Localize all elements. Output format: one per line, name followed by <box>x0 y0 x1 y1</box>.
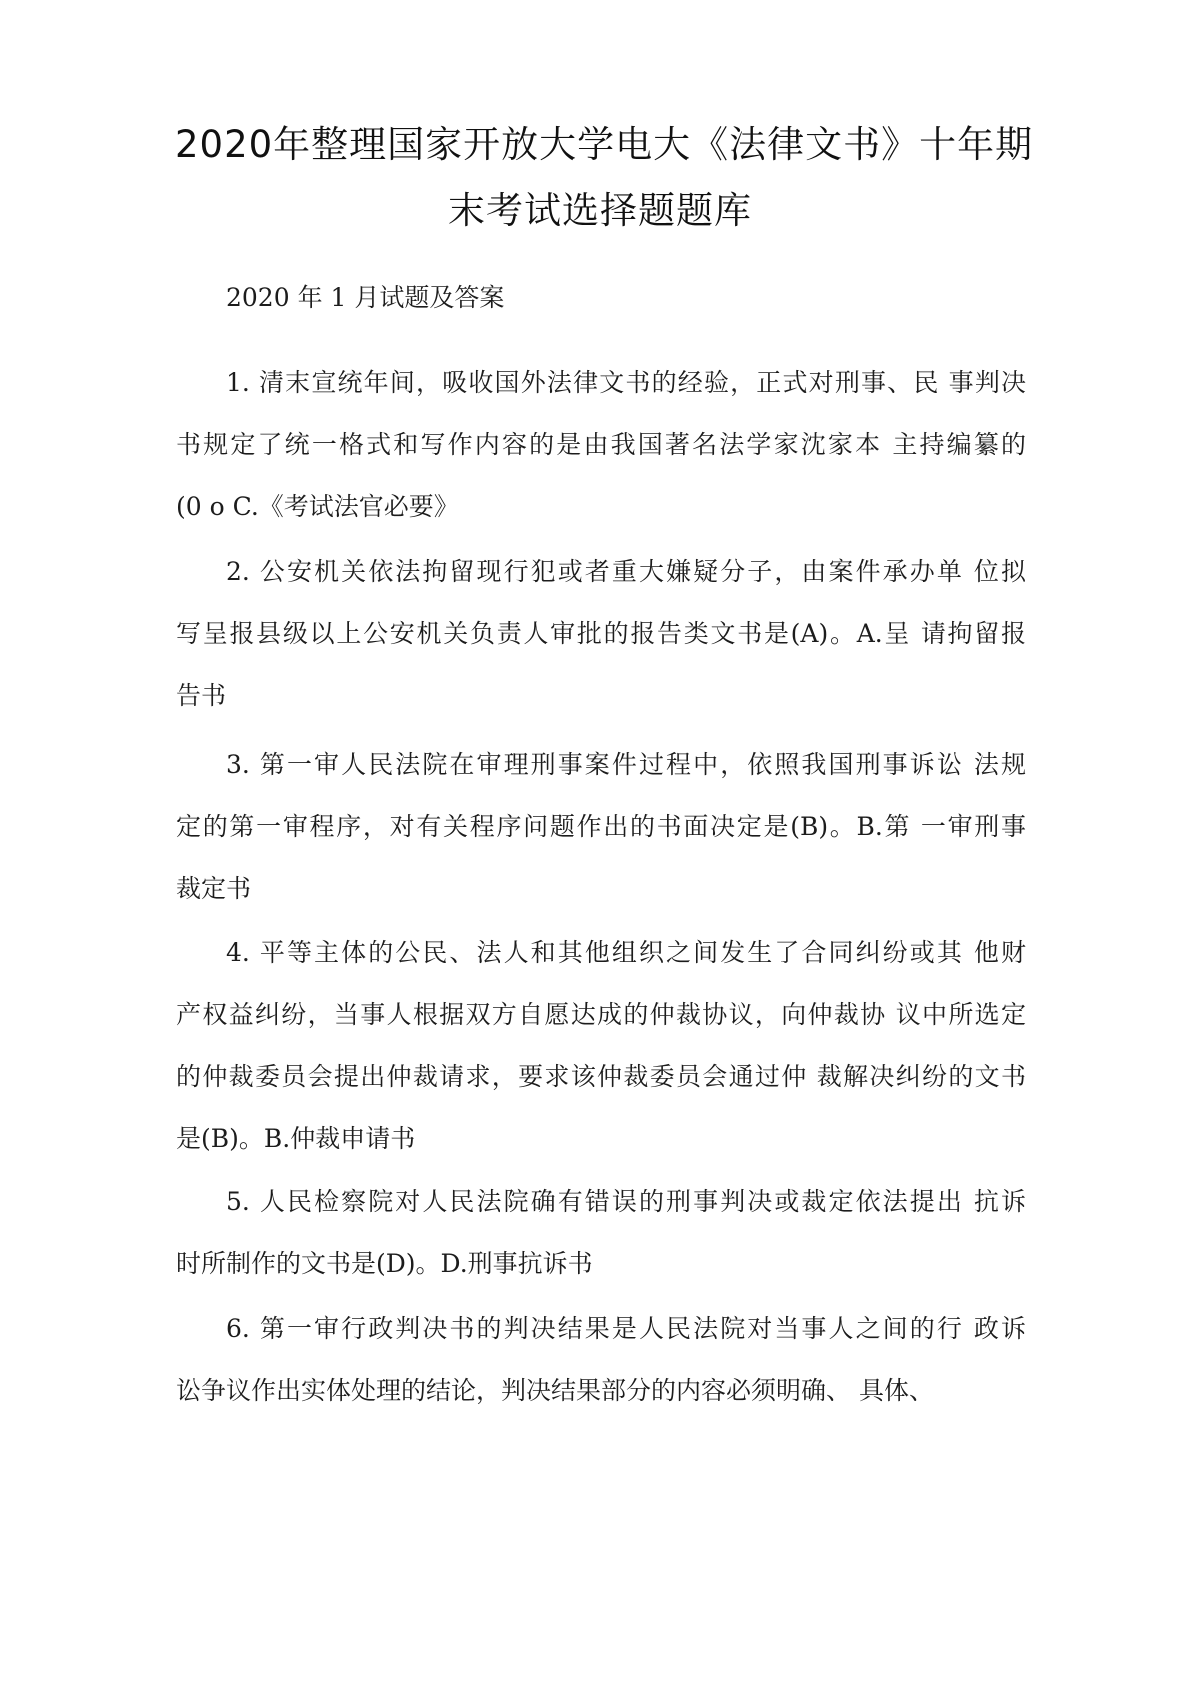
title-line-1: 2020年整理国家开放大学电大《法律文书》十年期 <box>175 123 1034 166</box>
question-line: (0 o C.《考试法官必要》 <box>176 492 459 521</box>
question-5 <box>176 1171 1026 1295</box>
question-1 <box>176 352 1026 538</box>
question-line: 写呈报县级以上公安机关负责人审批的报告类文书是(A)。A.呈 请拘留报 <box>176 619 1026 648</box>
question-line: 告书 <box>176 681 227 710</box>
exam-subtitle: 2020 年 1 月试题及答案 <box>226 283 505 312</box>
question-3 <box>176 734 1026 920</box>
question-line: 5. 人民检察院对人民法院确有错误的刑事判决或裁定依法提出 抗诉 <box>226 1187 1026 1216</box>
question-line: 4. 平等主体的公民、法人和其他组织之间发生了合同纠纷或其 他财 <box>226 938 1026 967</box>
question-line: 的仲裁委员会提出仲裁请求，要求该仲裁委员会通过仲 裁解决纠纷的文书 <box>176 1062 1026 1091</box>
question-line: 产权益纠纷，当事人根据双方自愿达成的仲裁协议，向仲裁协 议中所选定 <box>176 1000 1026 1029</box>
question-6 <box>176 1298 1026 1422</box>
question-line: 书规定了统一格式和写作内容的是由我国著名法学家沈家本 主持编纂的 <box>176 430 1026 459</box>
question-line: 2. 公安机关依法拘留现行犯或者重大嫌疑分子，由案件承办单 位拟 <box>226 557 1026 586</box>
document-title <box>175 112 1034 244</box>
question-line: 是(B)。B.仲裁申请书 <box>176 1124 416 1153</box>
question-line: 裁定书 <box>176 874 252 903</box>
question-line: 时所制作的文书是(D)。D.刑事抗诉书 <box>176 1249 593 1278</box>
question-line: 3. 第一审人民法院在审理刑事案件过程中，依照我国刑事诉讼 法规 <box>226 750 1026 779</box>
question-line: 定的第一审程序，对有关程序问题作出的书面决定是(B)。B.第 一审刑事 <box>176 812 1026 841</box>
question-line: 6. 第一审行政判决书的判决结果是人民法院对当事人之间的行 政诉 <box>226 1314 1026 1343</box>
question-line: 1. 清末宣统年间，吸收国外法律文书的经验，正式对刑事、民 事判决 <box>226 368 1026 397</box>
question-4 <box>176 922 1026 1170</box>
question-line: 讼争议作出实体处理的结论，判决结果部分的内容必须明确、 具体、 <box>176 1376 934 1405</box>
question-2 <box>176 541 1026 727</box>
title-line-2: 末考试选择题题库 <box>448 189 752 232</box>
